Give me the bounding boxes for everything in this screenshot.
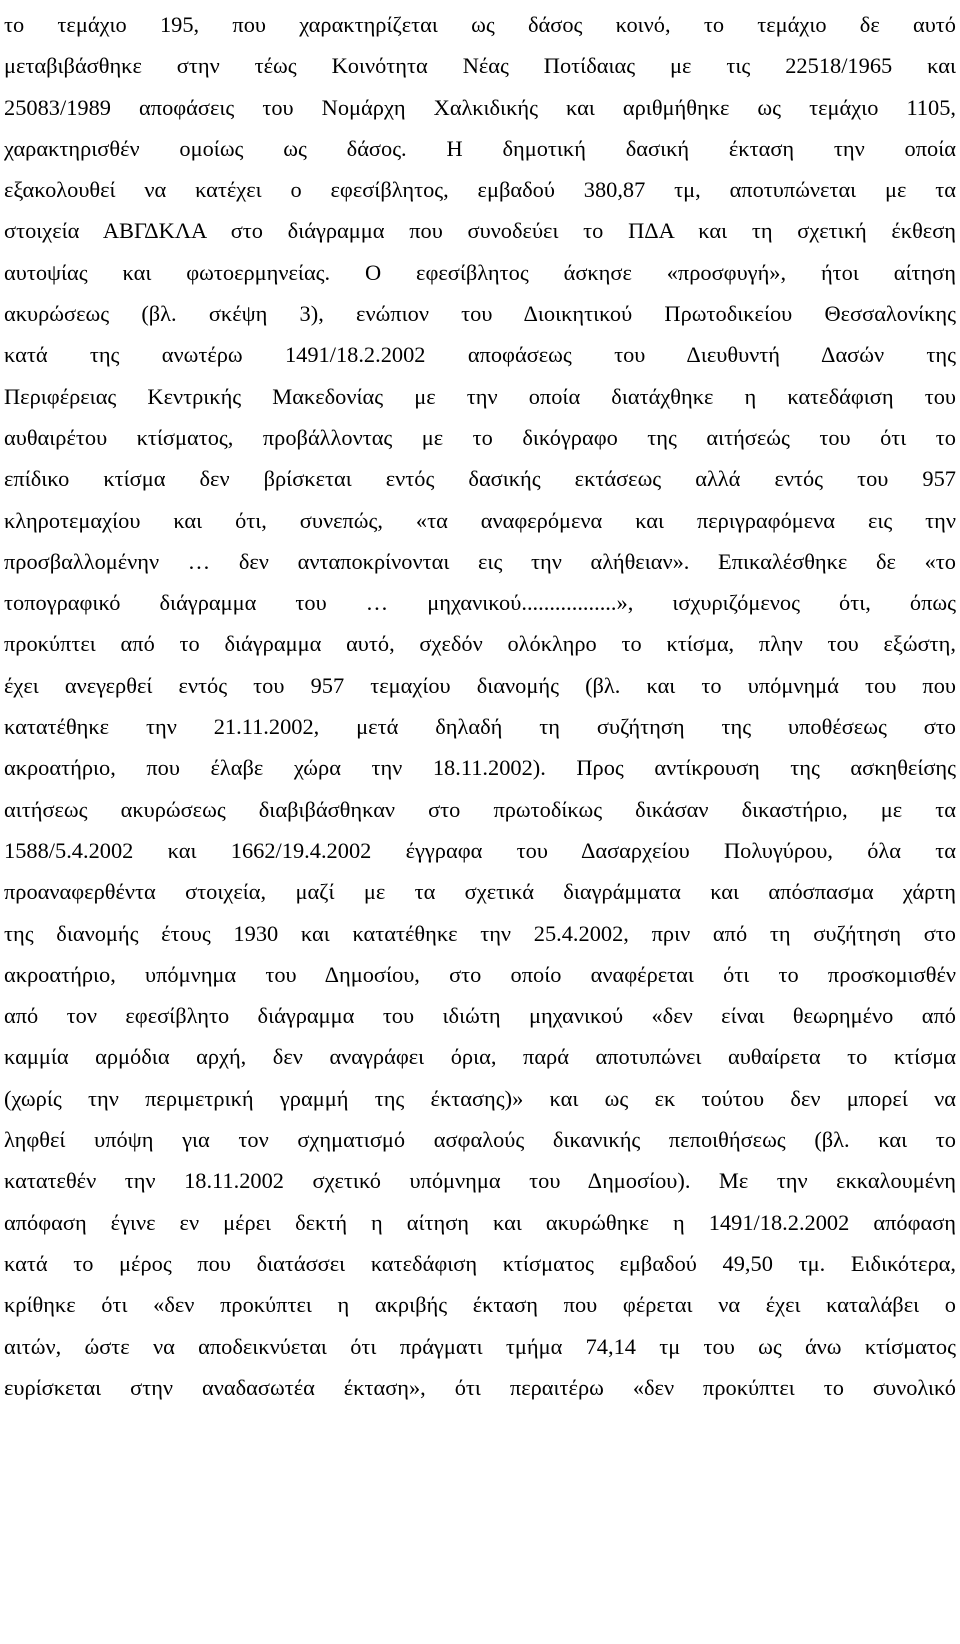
text-line: έχει ανεγερθεί εντός του 957 τεμαχίου διανομής (βλ. και το υπόμνημά του που xyxy=(4,672,956,698)
text-line: Περιφέρειας Κεντρικής Μακεδονίας με την οποία διατάχθηκε η κατεδάφιση του xyxy=(4,383,956,409)
text-line: κρίθηκε ότι «δεν προκύπτει η ακριβής έκταση που φέρεται να έχει καταλάβει ο xyxy=(4,1292,956,1318)
text-line: προσβαλλομένην … δεν ανταποκρίνονται εις την αλήθειαν». Επικαλέσθηκε δε «το xyxy=(4,548,956,574)
text-line: στοιχεία ΑΒΓΔΚΛΑ στο διάγραμμα που συνοδεύει το ΠΔΑ και τη σχετική έκθεση xyxy=(4,218,956,244)
text-line: κατατέθηκε την 21.11.2002, μετά δηλαδή τη συζήτηση της υποθέσεως στο xyxy=(4,714,956,740)
text-line: αυθαιρέτου κτίσματος, προβάλλοντας με το δικόγραφο της αιτήσεώς του ότι το xyxy=(4,424,956,450)
text-line: μεταβιβάσθηκε στην τέως Κοινότητα Νέας Ποτίδαιας με τις 22518/1965 και xyxy=(4,53,956,79)
text-line: καμμία αρμόδια αρχή, δεν αναγράφει όρια, παρά αποτυπώνει αυθαίρετα το κτίσμα xyxy=(4,1044,956,1070)
text-line: αιτήσεως ακυρώσεως διαβιβάσθηκαν στο πρωτοδίκως δικάσαν δικαστήριο, με τα xyxy=(4,796,956,822)
text-line: αυτοψίας και φωτοερμηνείας. Ο εφεσίβλητος άσκησε «προσφυγή», ήτοι αίτηση xyxy=(4,259,956,285)
text-line: κληροτεμαχίου και ότι, συνεπώς, «τα αναφερόμενα και περιγραφόμενα εις την xyxy=(4,507,956,533)
text-line: απόφαση έγινε εν μέρει δεκτή η αίτηση και ακυρώθηκε η 1491/18.2.2002 απόφαση xyxy=(4,1209,956,1235)
text-line: κατά της ανωτέρω 1491/18.2.2002 αποφάσεως του Διευθυντή Δασών της xyxy=(4,342,956,368)
text-line: ληφθεί υπόψη για τον σχηματισμό ασφαλούς δικανικής πεποιθήσεως (βλ. και το xyxy=(4,1127,956,1153)
text-line: προκύπτει από το διάγραμμα αυτό, σχεδόν ολόκληρο το κτίσμα, πλην του εξώστη, xyxy=(4,631,956,657)
text-line: τοπογραφικό διάγραμμα του … μηχανικού.................», ισχυριζόμενος ότι, όπως xyxy=(4,590,956,616)
text-line: ακροατήριο, που έλαβε χώρα την 18.11.2002). Προς αντίκρουση της ασκηθείσης xyxy=(4,755,956,781)
body-text xyxy=(4,4,956,1408)
text-line: εξακολουθεί να κατέχει ο εφεσίβλητος, εμβαδού 380,87 τμ, αποτυπώνεται με τα xyxy=(4,177,956,203)
text-line: 25083/1989 αποφάσεις του Νομάρχη Χαλκιδικής και αριθμήθηκε ως τεμάχιο 1105, xyxy=(4,94,956,120)
text-line: ευρίσκεται στην αναδασωτέα έκταση», ότι περαιτέρω «δεν προκύπτει το συνολικό xyxy=(4,1374,956,1400)
text-line: 1588/5.4.2002 και 1662/19.4.2002 έγγραφα του Δασαρχείου Πολυγύρου, όλα τα xyxy=(4,837,956,863)
text-line: το τεμάχιο 195, που χαρακτηρίζεται ως δάσος κοινό, το τεμάχιο δε αυτό xyxy=(4,12,956,37)
text-line: από τον εφεσίβλητο διάγραμμα του ιδιώτη μηχανικού «δεν είναι θεωρημένο από xyxy=(4,1003,956,1029)
text-line: ακροατήριο, υπόμνημα του Δημοσίου, στο οποίο αναφέρεται ότι το προσκομισθέν xyxy=(4,961,956,987)
text-line: κατατεθέν την 18.11.2002 σχετικό υπόμνημα του Δημοσίου). Με την εκκαλουμένη xyxy=(4,1168,956,1194)
text-line: κατά το μέρος που διατάσσει κατεδάφιση κτίσματος εμβαδού 49,50 τμ. Ειδικότερα, xyxy=(4,1250,956,1276)
text-line: της διανομής έτους 1930 και κατατέθηκε την 25.4.2002, πριν από τη συζήτηση στο xyxy=(4,920,956,946)
text-line: επίδικο κτίσμα δεν βρίσκεται εντός δασικής εκτάσεως αλλά εντός του 957 xyxy=(4,466,956,492)
text-line: αιτών, ώστε να αποδεικνύεται ότι πράγματι τμήμα 74,14 τμ του ως άνω κτίσματος xyxy=(4,1333,956,1359)
text-line: ακυρώσεως (βλ. σκέψη 3), ενώπιον του Διοικητικού Πρωτοδικείου Θεσσαλονίκης xyxy=(4,301,956,327)
text-line: προαναφερθέντα στοιχεία, μαζί με τα σχετικά διαγράμματα και απόσπασμα χάρτη xyxy=(4,879,956,905)
text-line: χαρακτηρισθέν ομοίως ως δάσος. Η δημοτική δασική έκταση την οποία xyxy=(4,135,956,161)
text-line: (χωρίς την περιμετρική γραμμή της έκτασης)» και ως εκ τούτου δεν μπορεί να xyxy=(4,1085,956,1111)
